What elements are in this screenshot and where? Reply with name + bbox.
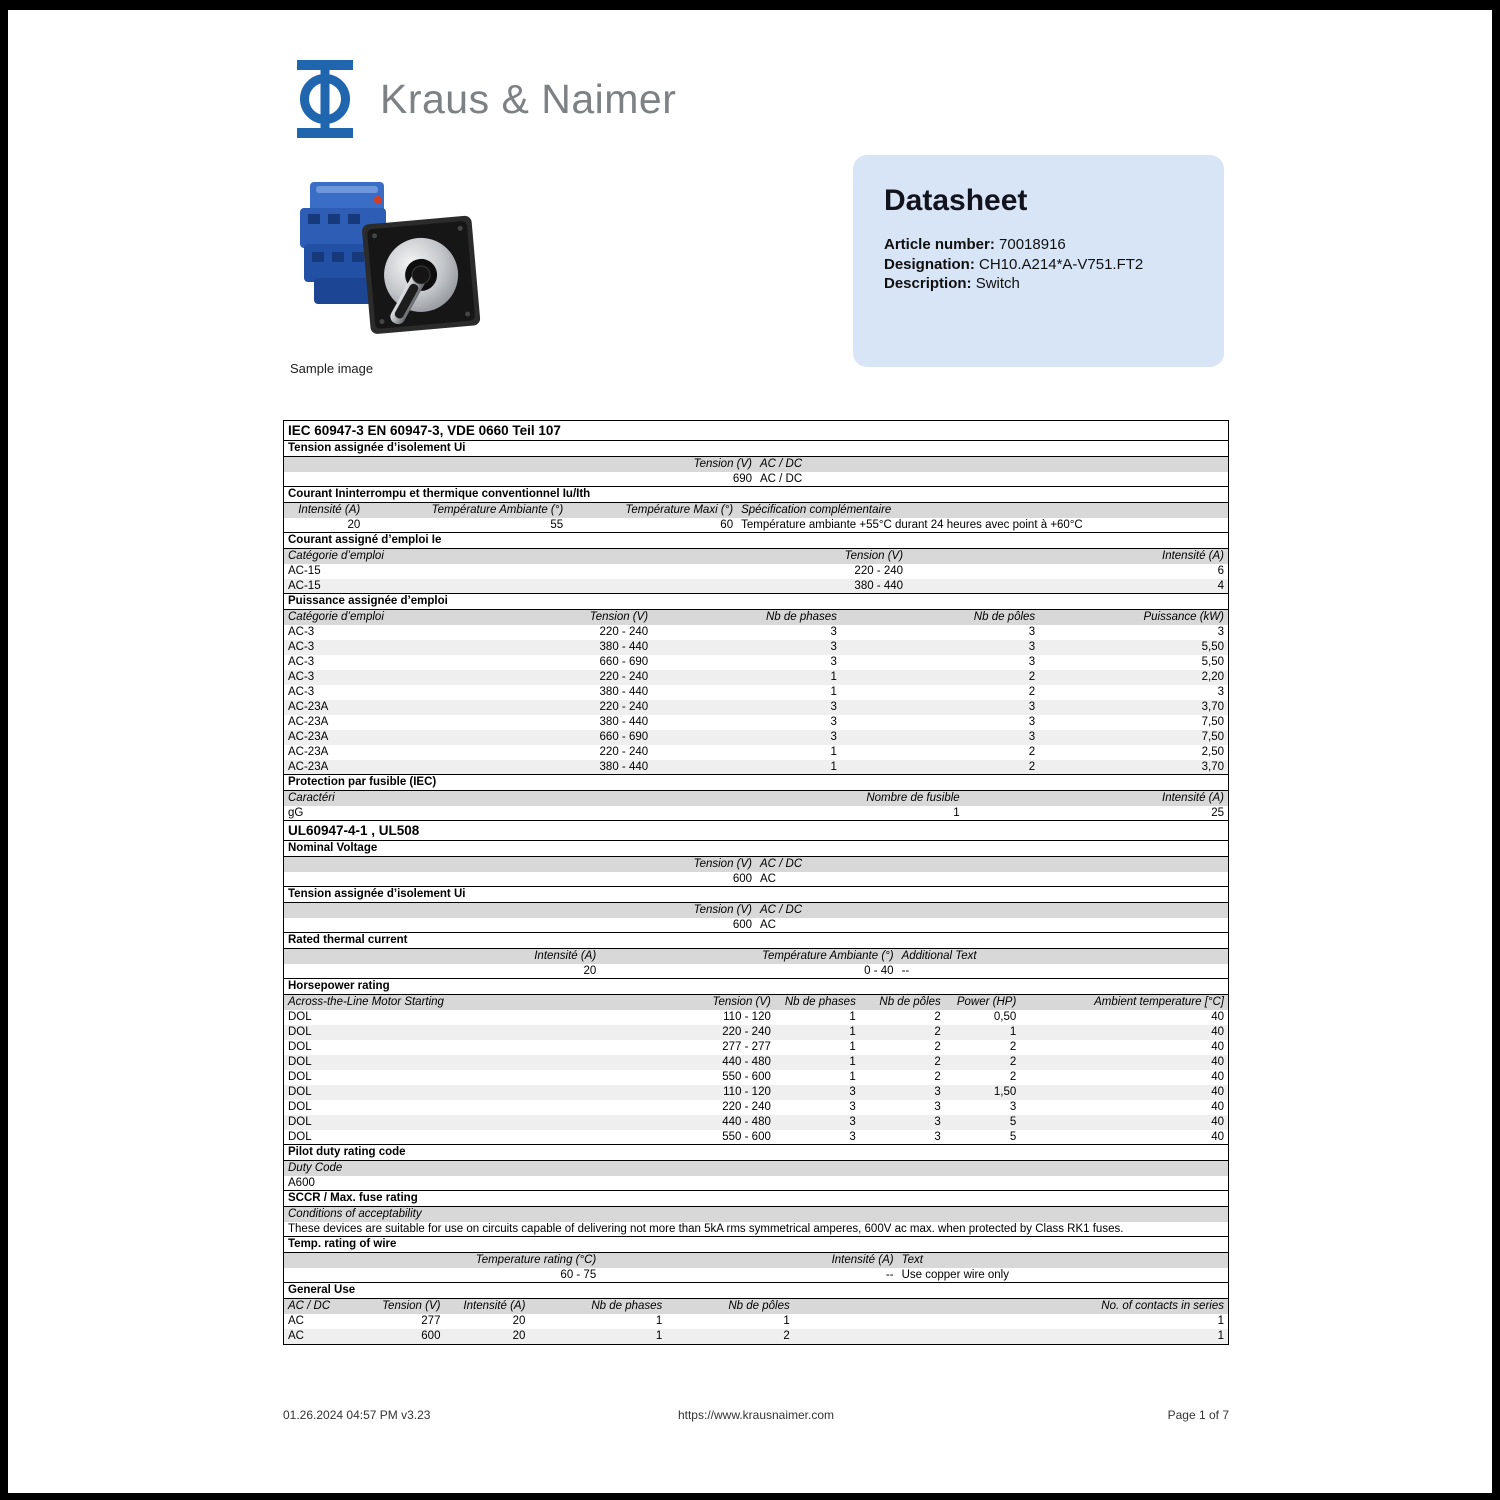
data-cell: Use copper wire only (901, 1269, 1009, 1281)
data-cell: 3 (849, 1131, 856, 1143)
column-header-cell: Across-the-Line Motor Starting (284, 995, 662, 1010)
table-row (284, 640, 1228, 655)
table-row (284, 1329, 1228, 1344)
data-cell: 3 (1009, 1101, 1017, 1113)
data-cell: 5,50 (1039, 640, 1228, 655)
footer-datetime: 01.26.2024 04:57 PM v3.23 (283, 1408, 431, 1422)
column-header-cell: Conditions of acceptability (284, 1207, 1228, 1222)
data-cell: 220 - 240 (662, 1025, 775, 1040)
data-cell: 2 (860, 1025, 945, 1040)
table-row (284, 1115, 1228, 1130)
section-heading: Horsepower rating (284, 978, 1228, 995)
data-cell: 380 - 440 (539, 760, 652, 775)
data-cell: 20 (347, 519, 361, 531)
column-header-cell: Caractéri (284, 791, 662, 806)
section-heading: SCCR / Max. fuse rating (284, 1190, 1228, 1207)
data-cell: 1 (775, 1025, 860, 1040)
footer-page-number: Page 1 of 7 (1167, 1408, 1229, 1422)
section-heading: Rated thermal current (284, 932, 1228, 949)
column-header-cell: Ambient temperature [°C] (1020, 995, 1228, 1010)
table-row (284, 1130, 1228, 1145)
data-cell: 440 - 480 (662, 1055, 775, 1070)
product-image (290, 178, 482, 350)
page-footer (283, 1408, 1229, 1422)
table-row (284, 918, 1228, 933)
field-value: 70018916 (999, 236, 1066, 253)
column-header-row (284, 857, 1228, 872)
column-header-row (284, 791, 1228, 806)
data-cell: 380 - 440 (599, 686, 649, 698)
data-cell: 7,50 (1039, 730, 1228, 745)
spec-grid (284, 995, 1228, 1145)
section-heading: Protection par fusible (IEC) (284, 774, 1228, 791)
data-cell: AC-3 (288, 686, 315, 698)
data-cell: 2 (666, 1329, 793, 1344)
column-header-row (284, 1207, 1228, 1222)
kn-phi-logo-icon (288, 58, 362, 140)
data-cell: DOL (288, 1131, 312, 1143)
field-label: Description: (884, 275, 972, 292)
data-cell: 380 - 440 (662, 579, 907, 594)
data-cell: 600 (732, 873, 752, 885)
data-cell: 40 (1020, 1055, 1228, 1070)
data-cell: 3 (1028, 626, 1036, 638)
data-cell: AC-23A (284, 760, 539, 775)
data-cell: 110 - 120 (723, 1011, 771, 1023)
data-cell: 6 (1217, 565, 1224, 577)
spec-grid (284, 1253, 1228, 1283)
data-cell: 5 (1009, 1131, 1017, 1143)
column-header-cell: AC / DC (756, 857, 1228, 872)
data-cell: 3 (849, 1101, 856, 1113)
column-header-row (284, 1253, 1228, 1268)
column-header-cell: Tension (V) (284, 903, 756, 918)
data-cell: AC-3 (284, 640, 539, 655)
data-cell: These devices are suitable for use on circuits capable of delivering not more than 5kA rms symmetrical amperes, 600V ac max. when protected by Class RK1 fuses. (288, 1223, 1124, 1235)
data-cell: DOL (284, 1025, 662, 1040)
data-cell: AC-15 (288, 565, 321, 577)
field-value: CH10.A214*A-V751.FT2 (979, 255, 1144, 273)
data-cell: 3,70 (1039, 760, 1228, 775)
table-row (284, 1070, 1228, 1085)
data-cell: 1 (655, 1315, 663, 1327)
section-heading: Courant assigné d’emploi Ie (284, 532, 1228, 549)
data-cell: AC-23A (288, 746, 329, 758)
table-row (284, 1100, 1228, 1115)
column-header-cell: Puissance (kW) (1039, 610, 1228, 625)
table-row (284, 685, 1228, 700)
column-header-cell: Nb de pôles (666, 1299, 793, 1314)
data-cell: 60 - 75 (560, 1269, 597, 1281)
spec-grid (284, 457, 1228, 487)
spec-grid (284, 903, 1228, 933)
column-header-row (284, 610, 1228, 625)
section-heading: Temp. rating of wire (284, 1236, 1228, 1253)
data-cell: 3 (652, 640, 841, 655)
column-header-cell: Temperature rating (°C) (284, 1253, 600, 1268)
table-row (284, 964, 1228, 979)
column-header-cell: Additional Text (898, 949, 1228, 964)
data-cell: 3 (775, 1085, 860, 1100)
data-cell: 1 (953, 807, 960, 819)
section-heading: Pilot duty rating code (284, 1144, 1228, 1161)
data-cell: DOL (284, 1055, 662, 1070)
column-header-cell: AC / DC (284, 1299, 360, 1314)
table-row (284, 1268, 1228, 1283)
data-cell: 25 (1211, 807, 1224, 819)
data-cell: AC (760, 919, 776, 931)
data-cell: 0,50 (993, 1011, 1017, 1023)
data-cell: 3 (860, 1115, 945, 1130)
column-header-cell: Température Ambiante (°) (364, 503, 567, 518)
data-cell: AC-3 (288, 656, 315, 668)
data-cell: 3 (860, 1085, 945, 1100)
data-cell: 380 - 440 (539, 640, 652, 655)
data-cell: 2 (1028, 686, 1036, 698)
data-cell: AC-23A (284, 700, 539, 715)
spec-grid (284, 610, 1228, 775)
table-row (284, 730, 1228, 745)
data-cell: 2,50 (1201, 746, 1224, 758)
column-header-cell: Intensité (A) (907, 549, 1228, 564)
column-header-row (284, 1299, 1228, 1314)
table-row (284, 700, 1228, 715)
column-header-cell: Catégorie d’emploi (284, 610, 539, 625)
data-cell: 3 (1217, 626, 1224, 638)
data-cell: 2 (934, 1041, 941, 1053)
data-cell: 1 (830, 686, 837, 698)
table-row (284, 745, 1228, 760)
footer-url[interactable]: https://www.krausnaimer.com (677, 1408, 835, 1422)
column-header-cell: Intensité (A) (284, 949, 600, 964)
data-cell: 600 (360, 1329, 445, 1344)
datasheet-info-box (853, 155, 1224, 367)
data-cell: gG (288, 807, 304, 819)
spec-grid (284, 1299, 1228, 1344)
datasheet-title: Datasheet (884, 184, 1028, 217)
data-cell: 2,20 (1039, 670, 1228, 685)
table-row (284, 1040, 1228, 1055)
brand-name: Kraus & Naimer (380, 75, 677, 122)
table-row (284, 472, 1228, 487)
data-cell: Température ambiante +55°C durant 24 heures avec point à +60°C (741, 519, 1083, 531)
data-cell: 3,70 (1039, 700, 1228, 715)
table-row (284, 760, 1228, 775)
table-row (284, 655, 1228, 670)
sample-image-caption: Sample image (290, 361, 374, 376)
section-heading: Tension assignée d’isolement Ui (284, 886, 1228, 903)
data-cell: 2 (1009, 1071, 1017, 1083)
column-header-cell: Nb de pôles (860, 995, 945, 1010)
column-header-cell: Tension (V) (284, 857, 756, 872)
data-cell: 1 (783, 1315, 790, 1327)
brand-logo (288, 58, 676, 140)
data-cell: 1 (775, 1055, 860, 1070)
data-cell: 3 (934, 1131, 941, 1143)
data-cell: 1 (652, 670, 841, 685)
switch-faceplate (361, 215, 480, 334)
data-cell: AC (760, 873, 776, 885)
data-cell: 55 (550, 519, 564, 531)
article-number-field (884, 235, 1196, 255)
data-cell: 220 - 240 (722, 1101, 771, 1113)
column-header-cell: Spécification complémentaire (737, 503, 1228, 518)
spec-grid (284, 549, 1228, 594)
spec-grid (284, 791, 1228, 821)
field-value: Switch (975, 275, 1020, 292)
data-cell: 3 (652, 730, 841, 745)
table-row (284, 1314, 1228, 1329)
data-cell: 1 (529, 1329, 666, 1344)
data-cell: 40 (1211, 1131, 1224, 1143)
column-header-cell: Duty Code (284, 1161, 1228, 1176)
data-cell: 3 (1028, 716, 1036, 728)
product-sample (290, 178, 490, 376)
table-row (284, 625, 1228, 640)
column-header-cell: Intensité (A) (600, 1253, 897, 1268)
description-field (884, 274, 1196, 294)
data-cell: 220 - 240 (539, 700, 652, 715)
column-header-cell: Intensité (A) (964, 791, 1228, 806)
data-cell: 60 (720, 519, 734, 531)
column-header-cell: Tension (V) (662, 549, 907, 564)
data-cell: 2 (860, 1055, 945, 1070)
table-row (284, 670, 1228, 685)
column-header-cell: Power (HP) (945, 995, 1021, 1010)
column-header-cell: Température Ambiante (°) (600, 949, 897, 964)
table-row (284, 806, 1228, 821)
data-cell: 1 (1217, 1315, 1224, 1327)
data-cell: A600 (288, 1177, 315, 1189)
table-row (284, 715, 1228, 730)
data-cell: 3 (775, 1115, 860, 1130)
data-cell: 220 - 240 (539, 670, 652, 685)
column-header-row (284, 503, 1228, 518)
spec-table (283, 420, 1229, 1345)
field-label: Designation: (884, 255, 975, 273)
data-cell: 277 - 277 (722, 1041, 771, 1053)
data-cell: AC (288, 1315, 304, 1327)
data-cell: 7,50 (1201, 716, 1224, 728)
spec-grid (284, 857, 1228, 887)
column-header-cell: Tension (V) (662, 995, 775, 1010)
data-cell: 3 (841, 730, 1039, 745)
data-cell: 550 - 600 (722, 1071, 771, 1083)
data-cell: 1 (794, 1329, 1228, 1344)
table-row (284, 579, 1228, 594)
data-cell: 660 - 690 (539, 730, 652, 745)
column-header-cell: Nombre de fusible (662, 791, 964, 806)
data-cell: 2 (934, 1071, 941, 1083)
column-header-cell: Intensité (A) (444, 1299, 529, 1314)
data-cell: 20 (444, 1329, 529, 1344)
data-cell: 220 - 240 (599, 626, 649, 638)
standard-title: IEC 60947-3 EN 60947-3, VDE 0660 Teil 107 (284, 421, 1228, 441)
data-cell: 40 (1211, 1101, 1224, 1113)
column-header-cell: AC / DC (756, 903, 1228, 918)
column-header-cell: Intensité (A) (284, 503, 364, 518)
column-header-row (284, 457, 1228, 472)
data-cell: 1,50 (945, 1085, 1021, 1100)
section-heading: Tension assignée d’isolement Ui (284, 440, 1228, 457)
data-cell: 277 (421, 1315, 441, 1327)
column-header-row (284, 549, 1228, 564)
data-cell: 5,50 (1201, 656, 1224, 668)
column-header-cell: Température Maxi (°) (567, 503, 737, 518)
data-cell: 2 (934, 1011, 941, 1023)
data-cell: 1 (830, 746, 837, 758)
data-cell: 2 (1009, 1041, 1017, 1053)
data-cell: 4 (907, 579, 1228, 594)
column-header-cell: No. of contacts in series (794, 1299, 1228, 1314)
column-header-cell: AC / DC (756, 457, 1228, 472)
table-row (284, 1176, 1228, 1191)
data-cell: 40 (1020, 1115, 1228, 1130)
data-cell: DOL (288, 1041, 312, 1053)
data-cell: 5 (945, 1115, 1021, 1130)
spec-grid (284, 949, 1228, 979)
data-cell: 1 (945, 1025, 1021, 1040)
column-header-cell: Tension (V) (284, 457, 756, 472)
section-heading: Puissance assignée d’emploi (284, 593, 1228, 610)
data-cell: 3 (841, 700, 1039, 715)
table-row (284, 1055, 1228, 1070)
section-heading: Courant Ininterrompu et thermique conventionnel Iu/Ith (284, 486, 1228, 503)
data-cell: AC-15 (284, 579, 662, 594)
data-cell: 40 (1020, 1085, 1228, 1100)
data-cell: 110 - 120 (662, 1085, 775, 1100)
column-header-cell: Nb de phases (529, 1299, 666, 1314)
data-cell: AC-23A (288, 716, 329, 728)
table-row (284, 872, 1228, 887)
data-cell: 1 (849, 1011, 856, 1023)
data-cell: 690 (732, 473, 752, 485)
data-cell: DOL (284, 1115, 662, 1130)
table-row (284, 1010, 1228, 1025)
data-cell: 660 - 690 (599, 656, 649, 668)
column-header-cell: Nb de pôles (841, 610, 1039, 625)
data-cell: DOL (288, 1101, 312, 1113)
column-header-cell: Text (898, 1253, 1228, 1268)
data-cell: 3 (1217, 686, 1224, 698)
column-header-cell: Tension (V) (539, 610, 652, 625)
spec-grid (284, 1161, 1228, 1191)
table-row (284, 1222, 1228, 1237)
data-cell: 2 (841, 670, 1039, 685)
table-row (284, 564, 1228, 579)
section-heading: General Use (284, 1282, 1228, 1299)
data-cell: 600 (732, 919, 752, 931)
data-cell: 40 (1211, 1011, 1224, 1023)
data-cell: AC-3 (284, 670, 539, 685)
section-heading: Nominal Voltage (284, 840, 1228, 857)
data-cell: 1 (849, 1071, 856, 1083)
data-cell: 40 (1020, 1025, 1228, 1040)
column-header-cell: Catégorie d’emploi (284, 549, 662, 564)
data-cell: DOL (284, 1085, 662, 1100)
spec-grid (284, 503, 1228, 533)
spec-grid (284, 1207, 1228, 1237)
data-cell: 3 (652, 700, 841, 715)
data-cell: 1 (652, 760, 841, 775)
data-cell: 3 (830, 656, 837, 668)
column-header-row (284, 995, 1228, 1010)
column-header-cell: Nb de phases (652, 610, 841, 625)
data-cell: 0 - 40 (864, 965, 894, 977)
data-cell: 20 (583, 965, 597, 977)
column-header-row (284, 903, 1228, 918)
data-cell: 1 (849, 1041, 856, 1053)
column-header-row (284, 949, 1228, 964)
field-label: Article number: (884, 236, 995, 253)
data-cell: 40 (1211, 1041, 1224, 1053)
data-cell: -- (885, 1269, 894, 1281)
column-header-row (284, 1161, 1228, 1176)
standard-title: UL60947-4-1 , UL508 (284, 820, 1228, 841)
data-cell: 3 (830, 626, 837, 638)
data-cell: 3 (934, 1101, 941, 1113)
column-header-cell: Nb de phases (775, 995, 860, 1010)
data-cell: 440 - 480 (662, 1115, 775, 1130)
data-cell: 2 (1028, 746, 1036, 758)
column-header-cell: Tension (V) (360, 1299, 445, 1314)
data-cell: AC (284, 1329, 360, 1344)
table-row (284, 518, 1228, 533)
data-cell: DOL (288, 1011, 312, 1023)
table-row (284, 1025, 1228, 1040)
data-cell: AC-23A (284, 730, 539, 745)
data-cell: 2 (945, 1055, 1021, 1070)
data-cell: 3 (1028, 656, 1036, 668)
table-row (284, 1085, 1228, 1100)
data-cell: DOL (288, 1071, 312, 1083)
data-cell: AC-3 (288, 626, 315, 638)
designation-field (884, 255, 1196, 275)
data-cell: 3 (841, 640, 1039, 655)
data-cell: 220 - 240 (854, 565, 904, 577)
data-cell: 20 (512, 1315, 526, 1327)
data-cell: AC / DC (760, 473, 803, 485)
data-cell: 40 (1211, 1071, 1224, 1083)
data-cell: 550 - 600 (722, 1131, 771, 1143)
data-cell: 3 (830, 716, 837, 728)
data-cell: 220 - 240 (599, 746, 649, 758)
data-cell: -- (901, 965, 910, 977)
data-cell: 2 (841, 760, 1039, 775)
data-cell: 380 - 440 (599, 716, 649, 728)
